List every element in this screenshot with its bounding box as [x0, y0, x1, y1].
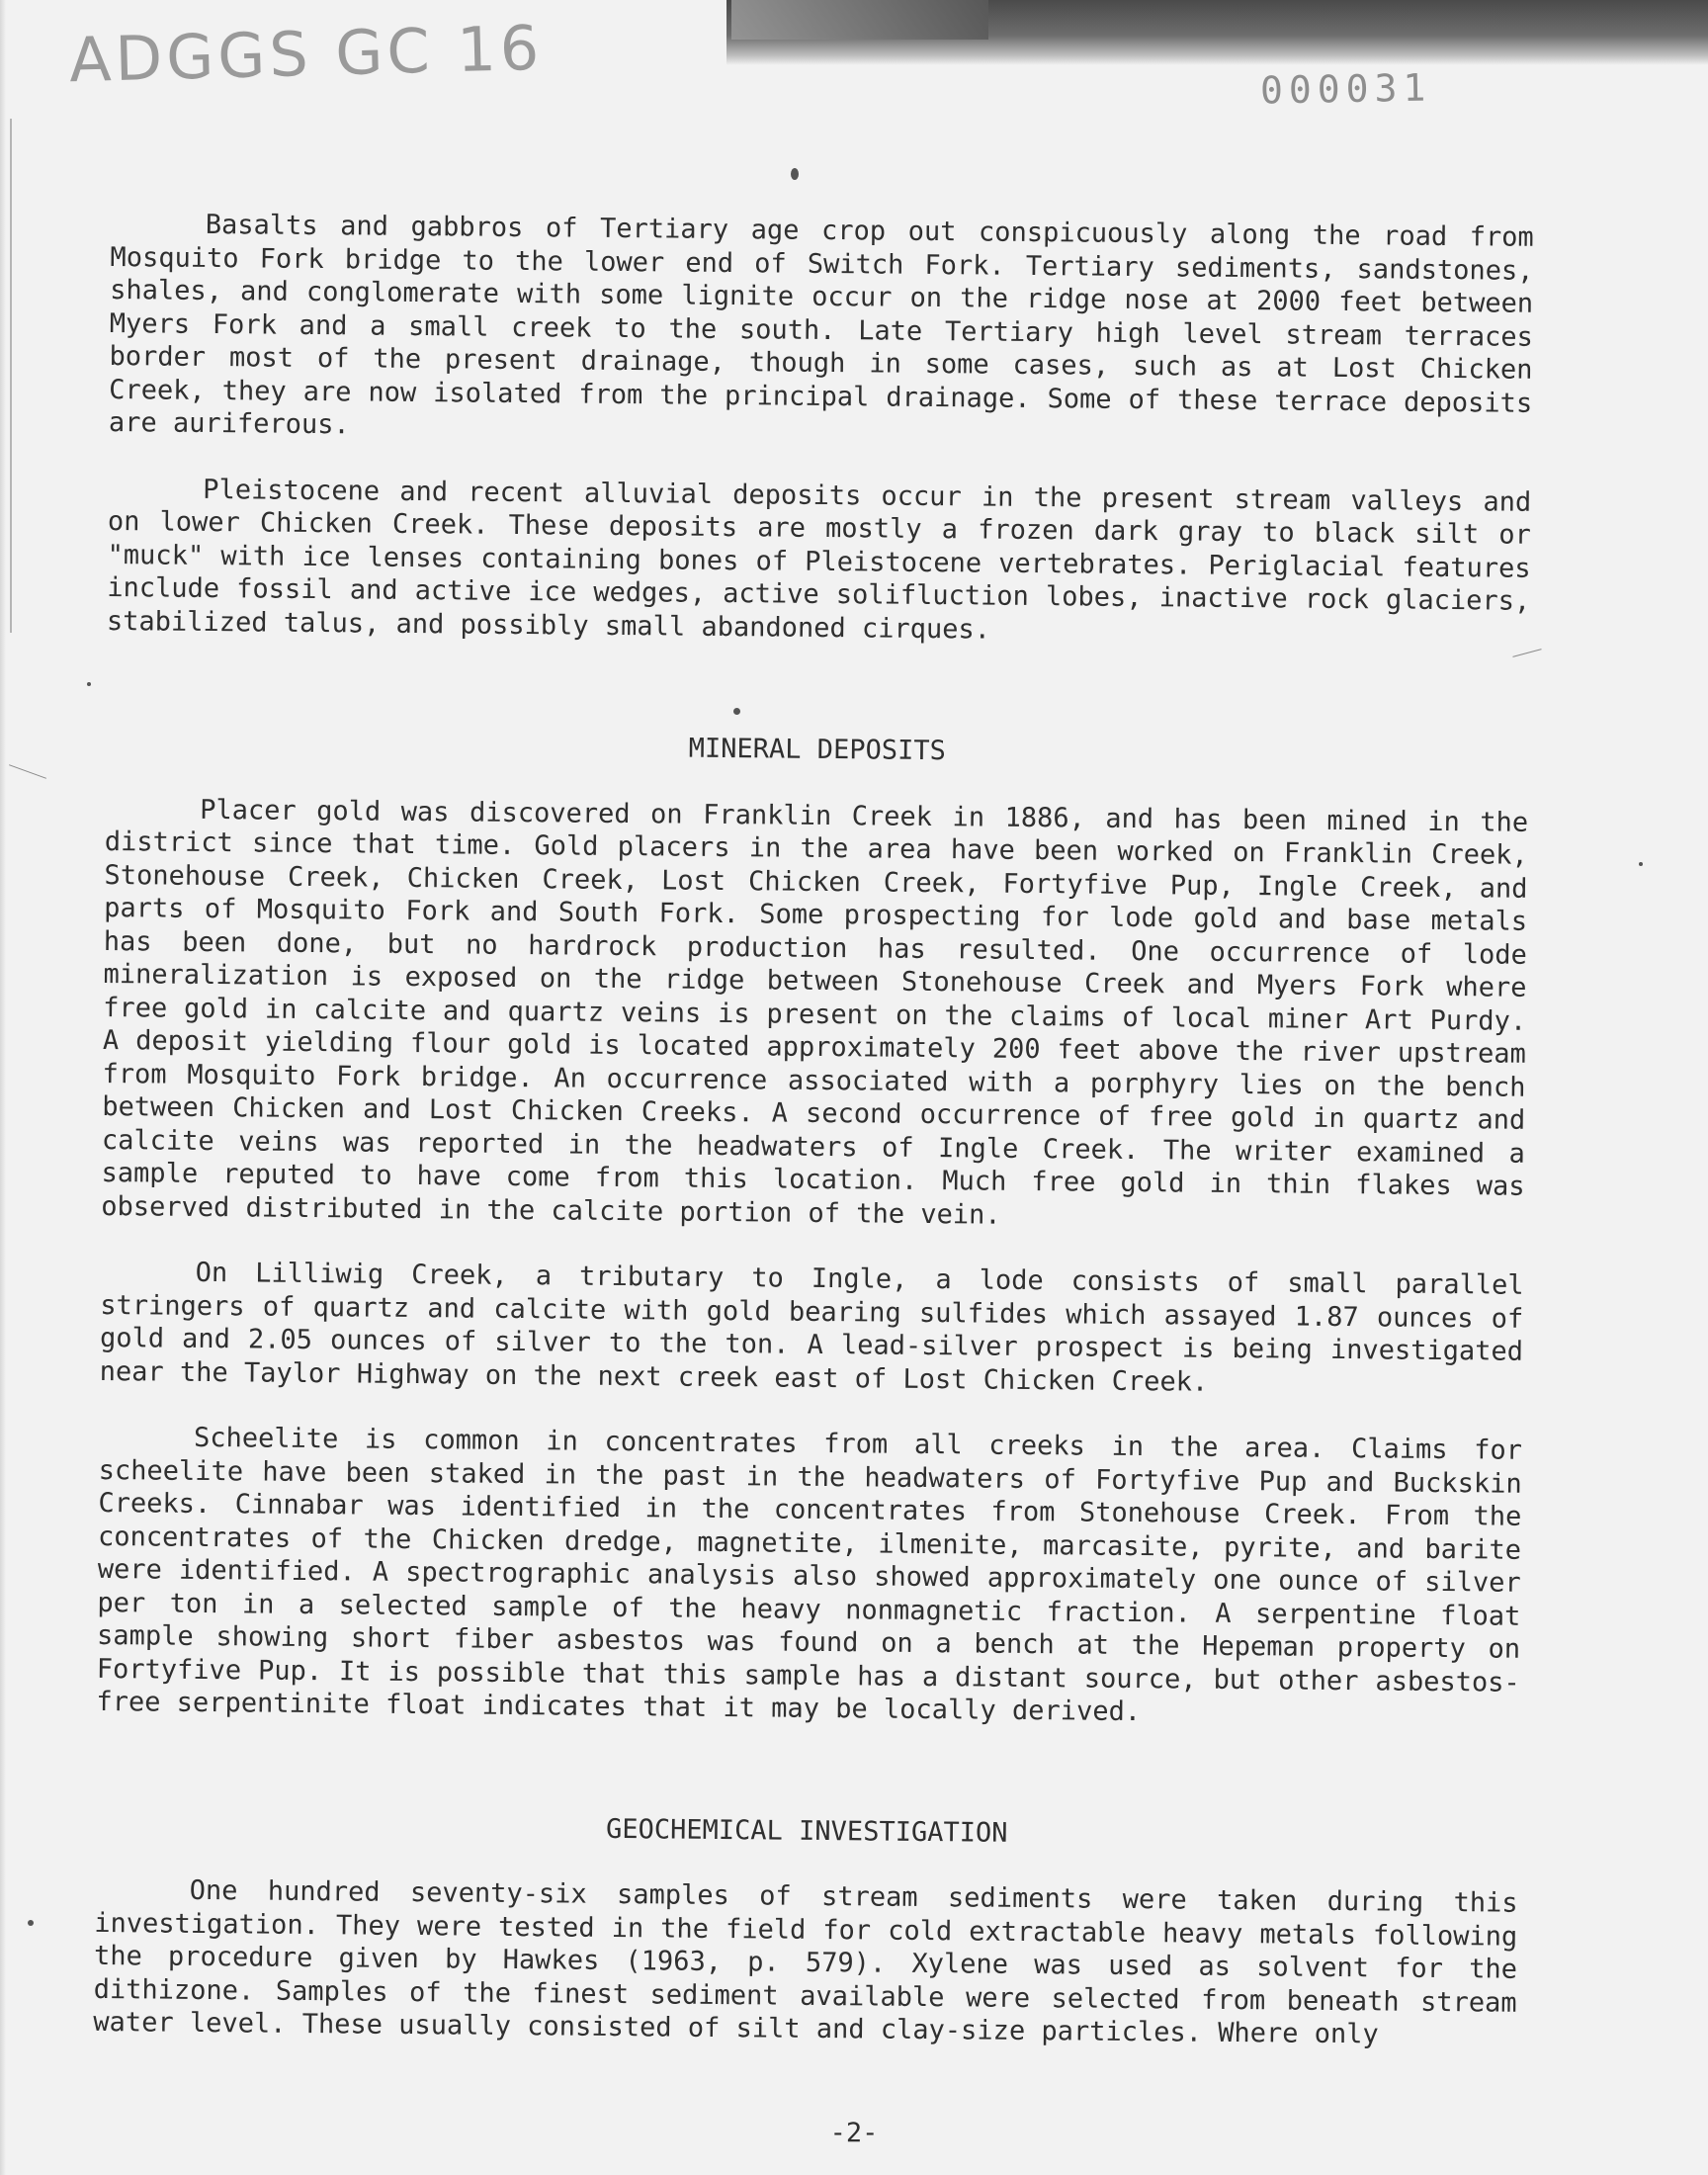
paragraph-lilliwig-creek: On Lilliwig Creek, a tributary to Ingle, a lode consists of small parallel stringers of quartz and calcite with gold bearing sulfides which assayed 1.87 ounces of gold and 2.05 ounces of silver to the ton. A lead-silver prospect is being investigated near the Taylor Highway on the next creek east of Lost Chicken Creek.	[99, 1257, 1524, 1398]
section-heading-geochemical-investigation: GEOCHEMICAL INVESTIGATION	[605, 1813, 1008, 1849]
scan-speck	[28, 1920, 34, 1926]
scan-speck	[87, 682, 91, 686]
scan-stray-mark	[9, 764, 46, 779]
page-number: -2-	[829, 2118, 879, 2148]
handwritten-document-id: ADGGS GC 16	[68, 11, 545, 97]
scan-speck	[733, 708, 740, 715]
scan-speck	[1639, 862, 1643, 866]
paragraph-scheelite: Scheelite is common in concentrates from all creeks in the area. Claims for scheelite have been staked in the past in the headwaters of Fortyfive Pup and Buckskin Creeks. Cinnabar was identified in the concentrates from Stonehouse Creek. From the concentrates of the Chicken dredge, magnetite, ilmenite, marcasite, pyrite, and barite were identified. A spectrographic analysis also showed approximately one ounce of silver per ton in a selected sample of the heavy nonmagnetic fraction. A serpentine float sample showing short fiber asbestos was found on a bench at the Hepeman property on Fortyfive Pup. It is possible that this sample has a distant source, but other asbestos-free serpentinite float indicates that it may be locally derived.	[96, 1422, 1523, 1728]
section-heading-mineral-deposits: MINERAL DEPOSITS	[688, 733, 946, 767]
document-body	[93, 208, 1534, 2052]
scan-smudge	[731, 0, 988, 40]
scan-left-edge	[0, 0, 6, 2175]
scan-speck	[791, 168, 799, 180]
paragraph-pleistocene-deposits: Pleistocene and recent alluvial deposits occur in the present stream valleys and on lower Chicken Creek. These deposits are mostly a frozen dark gray to black silt or "muck" with ice lenses containing bones of Pleistocene vertebrates. Periglacial features include fossil and active ice wedges, active solifluction lobes, inactive rock glaciers, stabilized talus, and possibly small abandoned cirques.	[106, 474, 1532, 646]
scan-margin-line	[10, 119, 12, 633]
paragraph-placer-gold: Placer gold was discovered on Franklin Creek in 1886, and has been mined in the district since that time. Gold placers in the area have been worked on Franklin Creek, Stonehouse Creek, Chicken Creek, Lost Chicken Creek, Fortyfive Pup, Ingle Creek, and parts of Mosquito Fork and South Fork. Some prospecting for lode gold and base metals has been done, but no hardrock production has resulted. One occurrence of lode mineralization is exposed on the ridge between Stonehouse Creek and Myers Fork where free gold in calcite and quartz veins is present on the claims of local miner Art Purdy. A deposit yielding flour gold is located approximately 200 feet above the river upstream from Mosquito Fork bridge. An occurrence associated with a porphyry lies on the bench between Chicken and Lost Chicken Creeks. A second occurrence of free gold in quartz and calcite veins was reported in the headwaters of Ingle Creek. The writer examined a sample reputed to have come from this location. Much free gold in thin flakes was observed distributed in the calcite portion of the vein.	[101, 794, 1529, 1231]
stamped-page-code: 000031	[1259, 65, 1432, 113]
paragraph-tertiary-rocks: Basalts and gabbros of Tertiary age crop out conspicuously along the road from Mosquito Fork bridge to the lower end of Switch Fork. Tertiary sediments, sandstones, shales, and conglomerate with some lignite occur on the ridge nose at 2000 feet between Myers Fork and a small creek to the south. Late Tertiary high level stream terraces border most of the present drainage, though in some cases, such as at Lost Chicken Creek, they are now isolated from the principal drainage. Some of these terrace deposits are auriferous.	[108, 209, 1534, 441]
paragraph-stream-sediments: One hundred seventy-six samples of stream sediments were taken during this investigation. They were tested in the field for cold extractable heavy metals following the procedure given by Hawkes (1963, p. 579). Xylene was used as solvent for the dithizone. Samples of the finest sediment available were selected from beneath stream water level. These usually consisted of silt and clay-size particles. Where only	[93, 1874, 1518, 2050]
